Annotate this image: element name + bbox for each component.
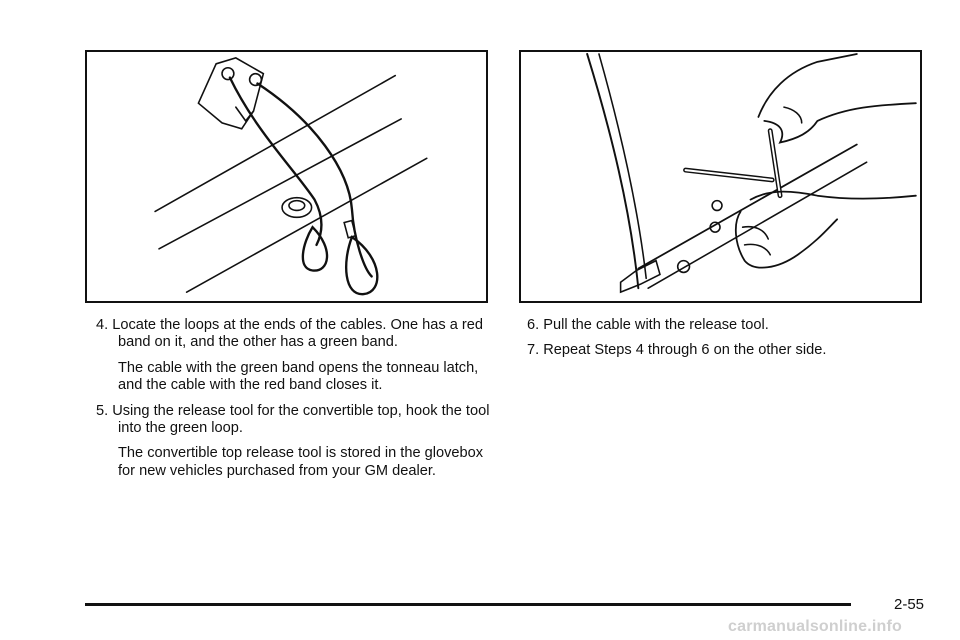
step-5-note: The convertible top release tool is stored in the glovebox for new vehicles purchased from your GM dealer. — [118, 445, 484, 479]
body-line-3 — [187, 158, 427, 292]
cable-loops-drawing — [87, 52, 486, 301]
top-frame-edge — [587, 54, 638, 288]
nut-1 — [712, 201, 722, 211]
bolt-left — [222, 68, 234, 80]
release-tool-drawing — [521, 52, 920, 301]
footer-rule — [85, 603, 851, 606]
nut-3 — [678, 261, 690, 273]
step-4: 4. Locate the loops at the ends of the cables. One has a red band on it, and the other has a green band. — [96, 317, 483, 351]
trim-rail — [638, 145, 856, 269]
step-6: 6. Pull the cable with the release tool. — [527, 317, 769, 333]
body-line-2 — [159, 119, 401, 249]
step-5: 5. Using the release tool for the convertible top, hook the tool into the green loop. — [96, 402, 490, 437]
right-text-column — [527, 317, 927, 368]
page-number: 2-55 — [894, 596, 925, 613]
latch-base — [621, 261, 660, 292]
lower-hand — [736, 192, 916, 268]
release-tool-illustration — [519, 50, 922, 303]
cable-loops-illustration — [85, 50, 488, 303]
watermark: carmanualsonline.info — [728, 618, 903, 635]
left-text-column — [96, 317, 496, 488]
step-7: 7. Repeat Steps 4 through 6 on the other side. — [527, 342, 827, 359]
upper-hand — [758, 54, 915, 143]
step-4-note: The cable with the green band opens the tonneau latch, and the cable with the red band closes it. — [118, 359, 479, 394]
